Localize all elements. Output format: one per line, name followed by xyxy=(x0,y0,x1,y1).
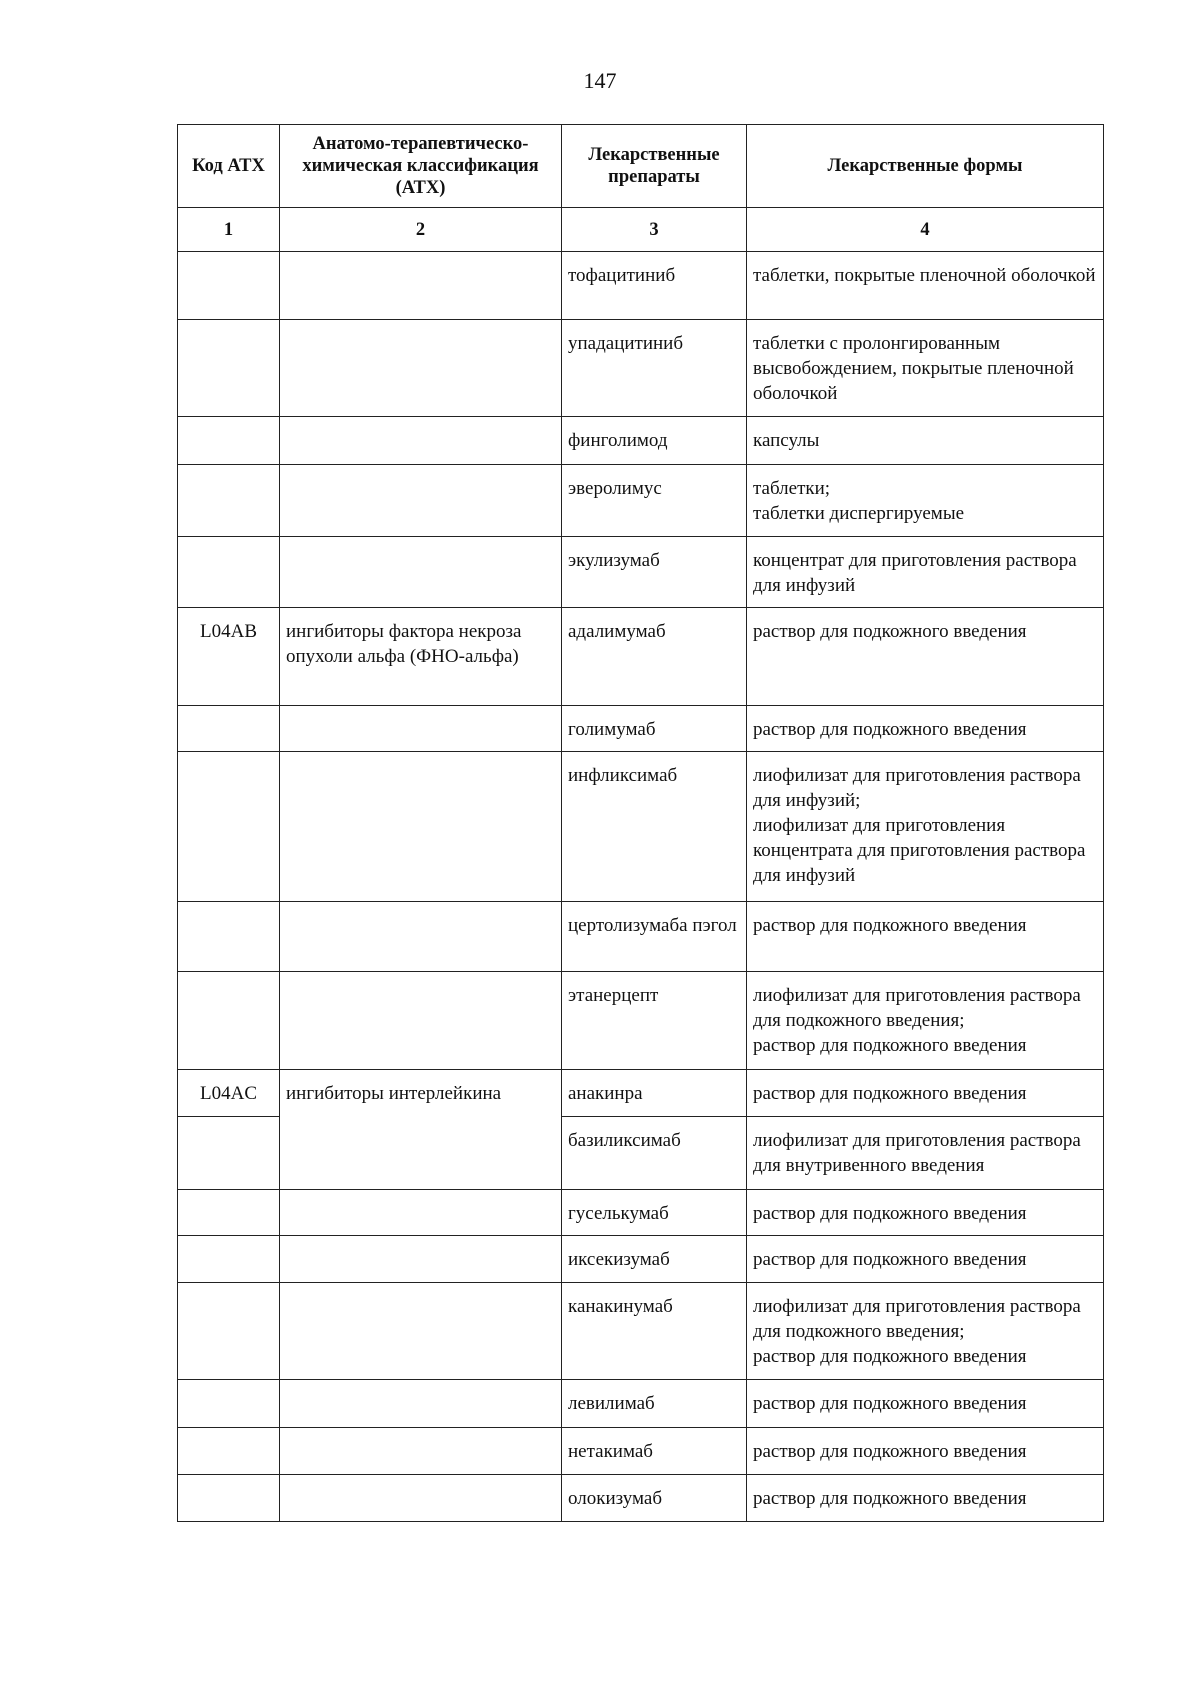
atc-code-cell xyxy=(178,752,280,902)
table-row xyxy=(178,1283,1104,1380)
drug-name-cell: олокизумаб xyxy=(562,1475,747,1522)
atc-code-cell xyxy=(178,465,280,537)
table-row xyxy=(178,465,1104,537)
table-row xyxy=(178,417,1104,465)
table-row xyxy=(178,752,1104,902)
atc-code-cell xyxy=(178,706,280,752)
atc-classification-cell xyxy=(280,252,562,320)
table-row xyxy=(178,320,1104,417)
table-row xyxy=(178,1428,1104,1475)
atc-classification-cell xyxy=(280,320,562,417)
atc-classification-cell xyxy=(280,537,562,608)
dosage-form-line: концентрат для приготовления раствора для инфузий xyxy=(753,550,1077,596)
drug-name-cell: адалимумаб xyxy=(562,608,747,706)
table-row xyxy=(178,252,1104,320)
atc-code-cell xyxy=(178,1428,280,1475)
atc-code-cell xyxy=(178,1117,280,1190)
dosage-form-line: таблетки; xyxy=(753,478,831,499)
table-row xyxy=(178,537,1104,608)
table-body xyxy=(178,252,1104,1522)
dosage-form-line: раствор для подкожного введения xyxy=(753,1249,1027,1270)
dosage-forms-cell xyxy=(747,706,1104,752)
dosage-form-line: раствор для подкожного введения xyxy=(753,1035,1027,1056)
dosage-form-line: лиофилизат для приготовления раствора для подкожного введения; xyxy=(753,985,1081,1031)
table-row xyxy=(178,1070,1104,1117)
dosage-form-line: лиофилизат для приготовления раствора для инфузий; xyxy=(753,765,1081,811)
atc-classification-cell xyxy=(280,972,562,1070)
table-row xyxy=(178,902,1104,972)
dosage-forms-cell xyxy=(747,465,1104,537)
drug-name-cell: эверолимус xyxy=(562,465,747,537)
page-number: 147 xyxy=(583,68,617,93)
dosage-forms-cell xyxy=(747,972,1104,1070)
dosage-form-line: раствор для подкожного введения xyxy=(753,1346,1027,1367)
atc-code-cell: L04AC xyxy=(178,1070,280,1117)
atc-classification-cell xyxy=(280,1283,562,1380)
atc-code-cell xyxy=(178,972,280,1070)
atc-code-cell xyxy=(178,320,280,417)
dosage-forms-cell xyxy=(747,1117,1104,1190)
dosage-form-line: раствор для подкожного введения xyxy=(753,1203,1027,1224)
dosage-form-line: капсулы xyxy=(753,430,820,451)
atc-classification-cell xyxy=(280,1236,562,1283)
header-atc-code: Код АТХ xyxy=(178,125,280,208)
table-row xyxy=(178,706,1104,752)
atc-classification-cell xyxy=(280,1428,562,1475)
table-row xyxy=(178,1236,1104,1283)
atc-classification-cell: ингибиторы фактора некроза опухоли альфа (ФНО-альфа) xyxy=(280,608,562,706)
dosage-form-line: раствор для подкожного введения xyxy=(753,621,1027,642)
atc-classification-cell: ингибиторы интерлейкина xyxy=(280,1070,562,1190)
dosage-forms-cell xyxy=(747,608,1104,706)
atc-classification-cell xyxy=(280,1380,562,1428)
dosage-forms-cell xyxy=(747,1190,1104,1236)
atc-code-cell xyxy=(178,1283,280,1380)
table-header-row xyxy=(178,125,1104,208)
drug-name-cell: упадацитиниб xyxy=(562,320,747,417)
dosage-form-line: раствор для подкожного введения xyxy=(753,1393,1027,1414)
dosage-form-line: лиофилизат для приготовления раствора для внутривенного введения xyxy=(753,1130,1081,1176)
atc-classification-cell xyxy=(280,417,562,465)
dosage-forms-cell xyxy=(747,537,1104,608)
column-number: 4 xyxy=(747,208,1104,252)
column-number: 3 xyxy=(562,208,747,252)
drug-name-cell: нетакимаб xyxy=(562,1428,747,1475)
drug-name-cell: гуселькумаб xyxy=(562,1190,747,1236)
table-row xyxy=(178,1475,1104,1522)
column-number: 1 xyxy=(178,208,280,252)
dosage-forms-cell xyxy=(747,1283,1104,1380)
atc-code-cell xyxy=(178,1190,280,1236)
drug-name-cell: базиликсимаб xyxy=(562,1117,747,1190)
atc-code-cell xyxy=(178,252,280,320)
atc-code-cell xyxy=(178,537,280,608)
header-dosage-forms: Лекарственные формы xyxy=(747,125,1104,208)
atc-classification-cell xyxy=(280,706,562,752)
drug-name-cell: канакинумаб xyxy=(562,1283,747,1380)
drug-name-cell: левилимаб xyxy=(562,1380,747,1428)
table-row xyxy=(178,972,1104,1070)
column-number-row xyxy=(178,208,1104,252)
atc-code-cell xyxy=(178,1236,280,1283)
drug-name-cell: анакинра xyxy=(562,1070,747,1117)
table-row xyxy=(178,1190,1104,1236)
header-drugs: Лекарственные препараты xyxy=(562,125,747,208)
drug-name-cell: цертолизумаба пэгол xyxy=(562,902,747,972)
header-atc-classification: Анатомо-терапевтическо-химическая классификация (АТХ) xyxy=(280,125,562,208)
atc-code-cell: L04AB xyxy=(178,608,280,706)
dosage-form-line: таблетки с пролонгированным высвобождением, покрытые пленочной оболочкой xyxy=(753,333,1074,404)
dosage-form-line: раствор для подкожного введения xyxy=(753,1488,1027,1509)
dosage-form-line: раствор для подкожного введения xyxy=(753,915,1027,936)
dosage-forms-cell xyxy=(747,1380,1104,1428)
dosage-forms-cell xyxy=(747,902,1104,972)
dosage-form-line: раствор для подкожного введения xyxy=(753,1083,1027,1104)
dosage-forms-cell xyxy=(747,417,1104,465)
atc-code-cell xyxy=(178,1475,280,1522)
drug-name-cell: экулизумаб xyxy=(562,537,747,608)
column-number: 2 xyxy=(280,208,562,252)
atc-classification-cell xyxy=(280,902,562,972)
dosage-forms-cell xyxy=(747,1236,1104,1283)
table-row xyxy=(178,608,1104,706)
atc-code-cell xyxy=(178,1380,280,1428)
atc-code-cell xyxy=(178,902,280,972)
dosage-form-line: лиофилизат для приготовления раствора для подкожного введения; xyxy=(753,1296,1081,1342)
dosage-form-line: таблетки, покрытые пленочной оболочкой xyxy=(753,265,1096,286)
atc-code-cell xyxy=(178,417,280,465)
atc-drug-table xyxy=(177,124,1104,1522)
atc-classification-cell xyxy=(280,1475,562,1522)
atc-classification-cell xyxy=(280,752,562,902)
dosage-forms-cell xyxy=(747,252,1104,320)
drug-name-cell: инфликсимаб xyxy=(562,752,747,902)
dosage-form-line: таблетки диспергируемые xyxy=(753,503,965,524)
dosage-forms-cell xyxy=(747,1475,1104,1522)
dosage-form-line: лиофилизат для приготовления концентрата для приготовления раствора для инфузий xyxy=(753,815,1086,886)
dosage-forms-cell xyxy=(747,1428,1104,1475)
drug-name-cell: этанерцепт xyxy=(562,972,747,1070)
drug-name-cell: финголимод xyxy=(562,417,747,465)
drug-name-cell: тофацитиниб xyxy=(562,252,747,320)
table-row xyxy=(178,1380,1104,1428)
dosage-form-line: раствор для подкожного введения xyxy=(753,1441,1027,1462)
dosage-form-line: раствор для подкожного введения xyxy=(753,719,1027,740)
dosage-forms-cell xyxy=(747,1070,1104,1117)
dosage-forms-cell xyxy=(747,320,1104,417)
atc-classification-cell xyxy=(280,1190,562,1236)
drug-name-cell: иксекизумаб xyxy=(562,1236,747,1283)
atc-classification-cell xyxy=(280,465,562,537)
dosage-forms-cell xyxy=(747,752,1104,902)
drug-name-cell: голимумаб xyxy=(562,706,747,752)
